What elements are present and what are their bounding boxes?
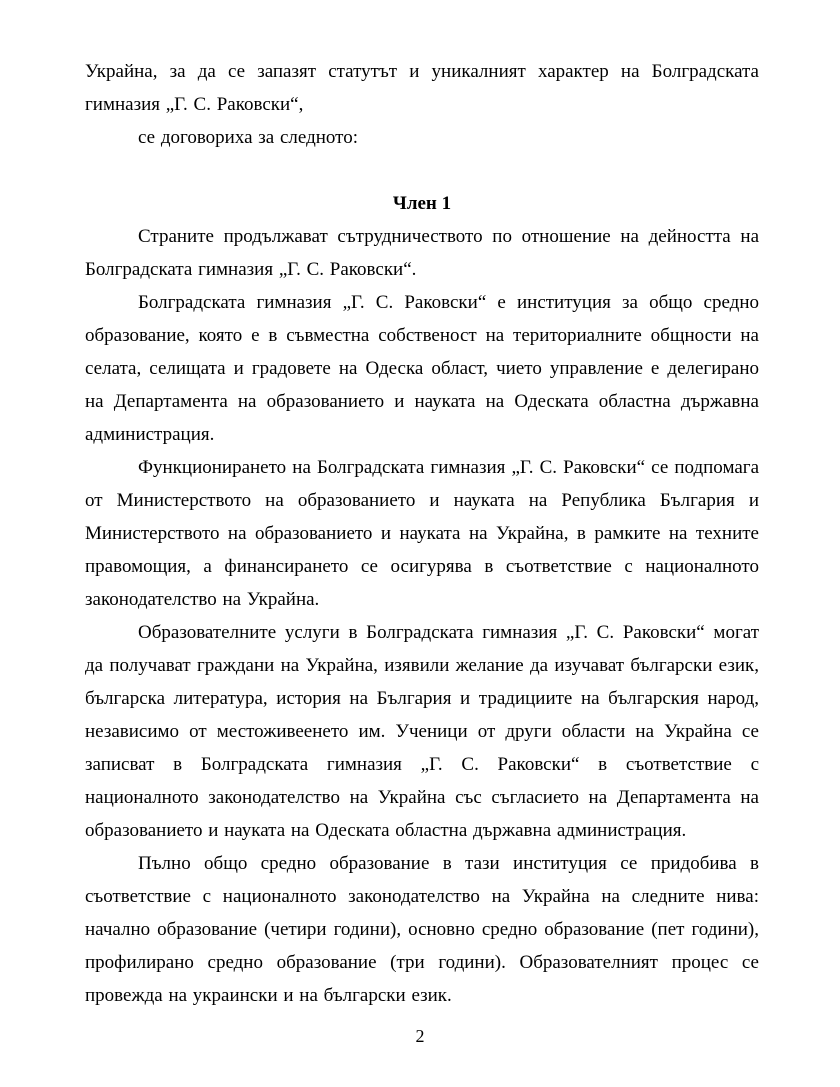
article-paragraph-3: Функционирането на Болградската гимназия „Г. С. Раковски“ се подпомага от Министерството на образованието и науката на Република България и Министерството на образованието и науката на Украйна, в рамките на техните правомощия, а финансирането се осигурява в съответствие с националното законодателство на Украйна. — [85, 457, 759, 610]
article-paragraph-5: Пълно общо средно образование в тази институция се придобива в съответствие с националното законодателство на Украйна на следните нива: начално образование (четири години), основно средно образование (пет години), профилирано средно образование (три години). Образователният процес се провежда на украински и на български език. — [85, 853, 759, 1006]
article-paragraph-2: Болградската гимназия „Г. С. Раковски“ е институция за общо средно образование, която е в съвместна собственост на териториалните общности на селата, селищата и градовете на Одеска област, чието управление е делегирано на Департамента на образованието и науката на Одеската областна държавна администрация. — [85, 292, 759, 445]
document-body — [85, 55, 759, 1012]
article-heading: Член 1 — [392, 193, 452, 214]
article-paragraph-1: Страните продължават сътрудничеството по отношение на дейността на Болградската гимназия „Г. С. Раковски“. — [85, 226, 759, 280]
paragraph-agreement-line: се договориха за следното: — [138, 127, 358, 148]
page-number: 2 — [415, 1026, 425, 1046]
article-paragraph-4: Образователните услуги в Болградската гимназия „Г. С. Раковски“ могат да получават граждани на Украйна, изявили желание да изучават български език, българска литература, история на България и традициите на българския народ, независимо от местоживеенето им. Ученици от други области на Украйна се записват в Болградската гимназия „Г. С. Раковски“ в съответствие с националното законодателство на Украйна със съгласието на Департамента на образованието и науката на Одеската областна държавна администрация. — [85, 622, 759, 841]
paragraph-continuation: Украйна, за да се запазят статутът и уникалният характер на Болградската гимназия „Г. С. Раковски“, — [85, 61, 759, 115]
